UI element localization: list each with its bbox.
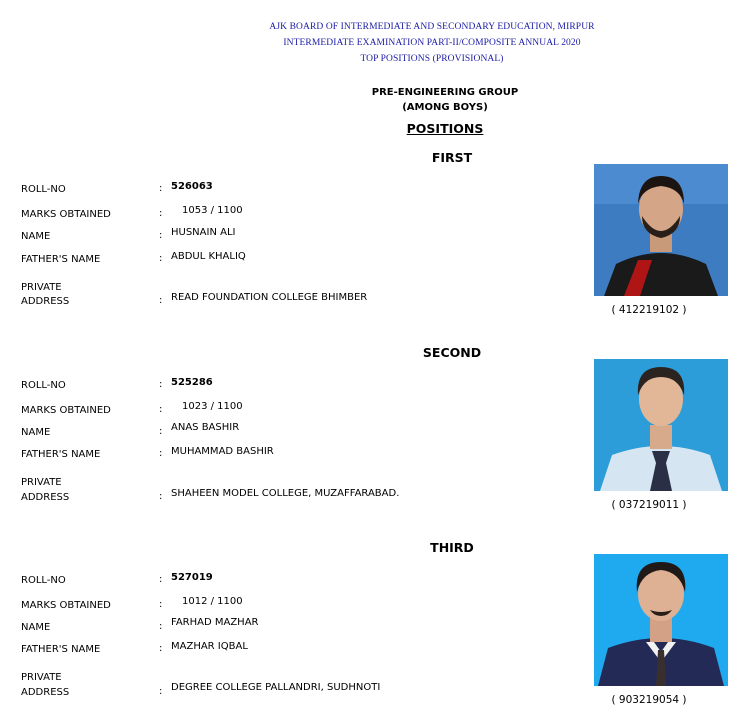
roll-label: ROLL-NO (21, 380, 66, 391)
father-value: MUHAMMAD BASHIR (171, 446, 274, 457)
roll-value: 527019 (171, 572, 213, 583)
roll-value: 525286 (171, 377, 213, 388)
rank-title: SECOND (422, 345, 482, 360)
student-photo (594, 554, 728, 686)
address-value: READ FOUNDATION COLLEGE BHIMBER (171, 292, 368, 303)
colon: : (159, 379, 163, 390)
roll-label: ROLL-NO (21, 575, 66, 586)
rank-title: THIRD (430, 540, 474, 555)
group-subtitle: (AMONG BOYS) (402, 102, 488, 113)
colon: : (159, 599, 163, 610)
father-label: FATHER'S NAME (21, 449, 101, 460)
group-name: PRE-ENGINEERING GROUP (371, 87, 519, 98)
position-second (0, 195, 744, 511)
name-value: FARHAD MAZHAR (171, 617, 259, 628)
colon: : (159, 426, 163, 437)
address-value: DEGREE COLLEGE PALLANDRI, SUDHNOTI (171, 682, 381, 693)
marks-label: MARKS OBTAINED (21, 405, 111, 416)
exam-title: INTERMEDIATE EXAMINATION PART-II/COMPOSITE ANNUAL 2020 (283, 38, 581, 48)
name-label: NAME (21, 622, 51, 633)
father-value: ABDUL KHALIQ (171, 251, 246, 262)
list-title: TOP POSITIONS (PROVISIONAL) (360, 54, 504, 64)
marks-value: 1053 / 1100 (182, 205, 243, 216)
colon: : (159, 621, 163, 632)
name-label: NAME (21, 427, 51, 438)
marks-label: MARKS OBTAINED (21, 600, 111, 611)
colon: : (159, 574, 163, 585)
colon: : (159, 643, 163, 654)
colon: : (159, 230, 163, 241)
private-label: PRIVATE (21, 672, 62, 683)
name-value: HUSNAIN ALI (171, 227, 236, 238)
colon: : (159, 448, 163, 459)
colon: : (159, 253, 163, 264)
name-label: NAME (21, 231, 51, 242)
board-title: AJK BOARD OF INTERMEDIATE AND SECONDARY EDUCATION, MIRPUR (269, 22, 595, 32)
father-value: MAZHAR IQBAL (171, 641, 248, 652)
private-label: PRIVATE (21, 477, 62, 488)
position-third (0, 390, 744, 706)
address-value: SHAHEEN MODEL COLLEGE, MUZAFFARABAD. (171, 488, 400, 499)
marks-value: 1012 / 1100 (182, 596, 243, 607)
registration-number: ( 037219011 ) (611, 499, 687, 511)
father-label: FATHER'S NAME (21, 644, 101, 655)
position-first (0, 0, 744, 316)
marks-value: 1023 / 1100 (182, 401, 243, 412)
positions-heading: POSITIONS (406, 121, 484, 136)
registration-number: ( 903219054 ) (611, 694, 687, 706)
rank-title: FIRST (431, 150, 473, 165)
colon: : (159, 183, 163, 194)
address-label: ADDRESS (21, 687, 70, 698)
roll-value: 526063 (171, 181, 213, 192)
address-label: ADDRESS (21, 296, 70, 307)
colon: : (159, 686, 163, 697)
name-value: ANAS BASHIR (171, 422, 240, 433)
colon: : (159, 295, 163, 306)
private-label: PRIVATE (21, 282, 62, 293)
address-label: ADDRESS (21, 492, 70, 503)
father-label: FATHER'S NAME (21, 254, 101, 265)
roll-label: ROLL-NO (21, 184, 66, 195)
registration-number: ( 412219102 ) (611, 304, 687, 316)
colon: : (159, 491, 163, 502)
colon: : (159, 208, 163, 219)
colon: : (159, 404, 163, 415)
marks-label: MARKS OBTAINED (21, 209, 111, 220)
